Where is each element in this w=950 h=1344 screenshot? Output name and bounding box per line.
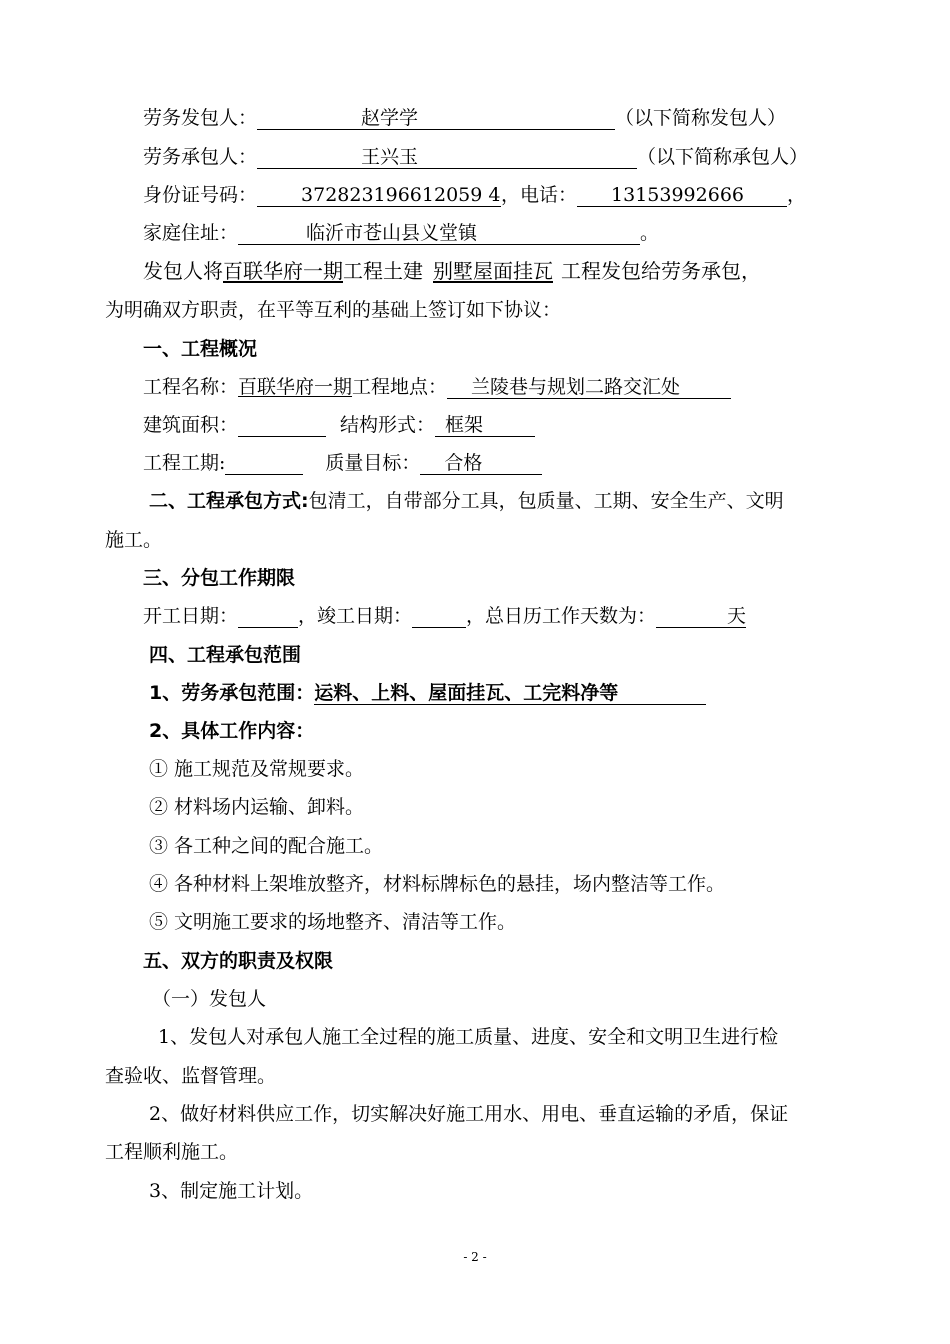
id-phone-line (143, 183, 806, 207)
section-5-subtitle: （一）发包人 (152, 988, 267, 1010)
paragraph-1-line-2: 查验收、监督管理。 (105, 1065, 277, 1087)
intro-text-a: 发包人将 (143, 259, 223, 283)
contractor-suffix: （以下简称承包人） (637, 146, 809, 168)
section-5-title: 五、双方的职责及权限 (143, 950, 334, 972)
list-item: ⑤ 文明施工要求的场地整齐、清洁等工作。 (149, 911, 517, 933)
area-label: 建筑面积： (143, 414, 239, 436)
structure-label: 结构形式： (340, 414, 436, 436)
intro-project: 百联华府一期 (223, 259, 343, 283)
intro-scope: 别墅屋面挂瓦 (433, 259, 553, 283)
contractor-label: 劳务承包人： (143, 146, 258, 168)
period-quality-line (143, 451, 542, 475)
intro-text-b: 工程土建 (343, 259, 423, 283)
quality-label: 质量目标： (325, 452, 421, 474)
period-label: 工程工期: (143, 452, 226, 474)
structure-value: 框架 (435, 414, 535, 437)
end-date-label: ，竣工日期： (298, 605, 413, 627)
address-label: 家庭住址： (143, 222, 239, 244)
paragraph-3: 3、制定施工计划。 (149, 1180, 314, 1202)
project-name: 百联华府一期 (238, 376, 353, 398)
intro-line-1 (143, 259, 761, 283)
dates-line (143, 604, 746, 628)
section-2-line (149, 489, 784, 513)
scope-value: 运料、上料、屋面挂瓦、工完料净等 (314, 682, 706, 705)
section-2-title: 二、工程承包方式: (149, 490, 309, 512)
phone-label: ，电话： (501, 184, 578, 206)
list-item: ③ 各工种之间的配合施工。 (149, 835, 384, 857)
quality-value: 合格 (420, 452, 542, 475)
address-value: 临沂市苍山县义堂镇 (238, 222, 640, 245)
project-site: 兰陵巷与规划二路交汇处 (447, 376, 731, 399)
period-blank (225, 453, 303, 475)
address-end: 。 (640, 222, 660, 244)
paragraph-1-line-1: 1、发包人对承包人施工全过程的施工质量、进度、安全和文明卫生进行检 (158, 1026, 779, 1048)
employer-line (143, 106, 786, 130)
start-date-blank (238, 606, 298, 628)
days-label: ，总日历工作天数为： (466, 605, 657, 627)
contractor-name: 王兴玉 (257, 146, 637, 169)
page-number: - 2 - (463, 1250, 487, 1264)
work-content-title: 2、具体工作内容： (149, 720, 315, 742)
contractor-line (143, 145, 808, 169)
intro-text-c: 工程发包给劳务承包， (561, 259, 761, 283)
section-3-title: 三、分包工作期限 (143, 567, 296, 589)
scope-line (149, 681, 706, 705)
end-date-blank (412, 606, 466, 628)
start-date-label: 开工日期： (143, 605, 239, 627)
section-2-text: 包清工，自带部分工具，包质量、工期、安全生产、文明 (308, 490, 784, 512)
list-item: ④ 各种材料上架堆放整齐，材料标牌标色的悬挂，场内整洁等工作。 (149, 873, 726, 895)
list-item: ① 施工规范及常规要求。 (149, 758, 365, 780)
project-site-label: 工程地点： (352, 376, 448, 398)
employer-name: 赵学学 (257, 107, 615, 130)
area-blank (238, 415, 326, 437)
phone-end: ， (787, 184, 807, 206)
intro-line-2: 为明确双方职责，在平等互利的基础上签订如下协议： (105, 299, 562, 321)
id-number: 372823196612059 4 (257, 184, 501, 207)
employer-suffix: （以下简称发包人） (615, 107, 787, 129)
section-4-title: 四、工程承包范围 (149, 644, 302, 666)
id-label: 身份证号码： (143, 184, 258, 206)
employer-label: 劳务发包人： (143, 107, 258, 129)
project-name-label: 工程名称： (143, 376, 239, 398)
section-2-line-2: 施工。 (105, 529, 163, 551)
days-unit: 天 (656, 605, 746, 628)
phone-number: 13153992666 (577, 184, 787, 207)
paragraph-2-line-2: 工程顺利施工。 (105, 1141, 239, 1163)
address-line (143, 221, 659, 245)
scope-label: 1、劳务承包范围： (149, 682, 315, 704)
paragraph-2-line-1: 2、做好材料供应工作，切实解决好施工用水、用电、垂直运输的矛盾，保证 (149, 1103, 789, 1125)
list-item: ② 材料场内运输、卸料。 (149, 796, 365, 818)
project-name-line (143, 375, 731, 399)
area-structure-line (143, 413, 535, 437)
section-1-title: 一、工程概况 (143, 338, 258, 360)
